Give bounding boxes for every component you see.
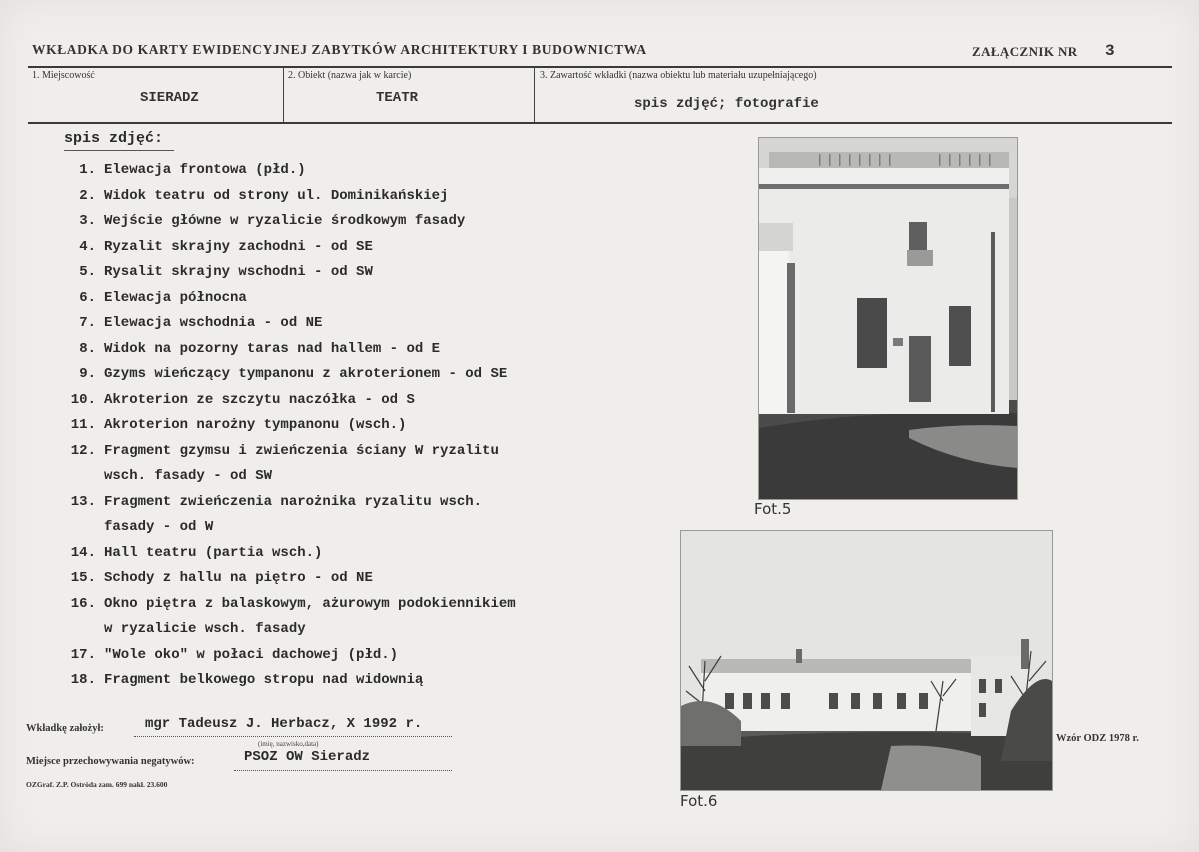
photo-list-item-text: w ryzalicie wsch. fasady: [104, 621, 306, 637]
storage-value: PSOZ OW Sieradz: [244, 749, 371, 765]
storage-line: [234, 770, 452, 771]
photo-list-item-number: 6.: [79, 289, 96, 306]
photo-5-image: [759, 138, 1017, 499]
photo-list-item-number: 16.: [70, 595, 96, 612]
photo-list-item-text: wsch. fasady - od SW: [104, 468, 273, 484]
photo-list-item: [52, 413, 612, 439]
photo-list-item-number: 18.: [70, 672, 96, 688]
field-divider-1: [283, 67, 284, 123]
photo-list-item-text: Akroterion ze szczytu naczółka - od S: [104, 391, 415, 408]
photo-list-item-text: Rysalit skrajny wschodni - od SW: [104, 264, 373, 280]
photo-list-item-number: 14.: [70, 544, 96, 561]
photo-list-item-text: fasady - od W: [104, 519, 214, 535]
photo-list-item-text: Schody z hallu na piętro - od NE: [104, 570, 373, 586]
photo-list-item: [52, 515, 612, 541]
photo-list-item-text: Okno piętra z balaskowym, ażurowym podokiennikiem: [104, 595, 516, 612]
storage-label: Miejsce przechowywania negatywów:: [26, 756, 195, 767]
photo-list-item-text: "Wole oko" w połaci dachowej (płd.): [104, 646, 399, 663]
photo-list-item-text: Widok teatru od strony ul. Dominikańskiej: [104, 187, 449, 204]
photo-list-item: [52, 643, 612, 669]
photo-list-item-number: 11.: [70, 417, 96, 433]
photo-list-item-number: 10.: [70, 391, 96, 408]
photo-list-item-number: 1.: [79, 162, 96, 178]
photo-6-caption: Fot.6: [680, 792, 718, 810]
photo-list-item: [52, 592, 612, 618]
photo-list-item-text: Elewacja wschodnia - od NE: [104, 315, 323, 331]
photo-6-image: [681, 531, 1052, 790]
photo-list-item-text: Elewacja frontowa (płd.): [104, 162, 306, 178]
photo-list-item: [52, 439, 612, 465]
annex-number: 3: [1105, 42, 1115, 60]
photo-list-item-number: [52, 515, 104, 541]
photo-5-caption: Fot.5: [754, 500, 792, 518]
photo-list-item-number: 13.: [70, 493, 96, 510]
photo-list-item: [52, 184, 612, 210]
photo-list-item: [52, 490, 612, 516]
created-by-hint: (imię, nazwisko,data): [258, 740, 319, 748]
field-divider-2: [534, 67, 535, 123]
locality-label: 1. Miejscowość: [32, 70, 95, 81]
photo-list-item-number: 5.: [79, 264, 96, 280]
photo-list-item: [52, 337, 612, 363]
photo-list-item-number: 7.: [79, 315, 96, 331]
photo-list-item-text: Fragment belkowego stropu nad widownią: [104, 672, 424, 688]
photo-list-item-text: Fragment zwieńczenia narożnika ryzalitu wsch.: [104, 493, 483, 510]
photo-list-title: spis zdjęć:: [64, 130, 164, 147]
photo-list-item: [52, 311, 612, 337]
photo-list-item-number: 3.: [79, 213, 96, 229]
photo-list-item: [52, 566, 612, 592]
photo-list-item-text: Fragment gzymsu i zwieńczenia ściany W ryzalitu: [104, 442, 499, 459]
object-label: 2. Obiekt (nazwa jak w karcie): [288, 70, 412, 81]
photo-list-item: [52, 541, 612, 567]
photo-list-item-number: 2.: [79, 187, 96, 204]
object-value: TEATR: [376, 90, 419, 106]
photo-list-item-number: 12.: [70, 442, 96, 459]
photo-list-item-text: Wejście główne w ryzalicie środkowym fasady: [104, 213, 466, 229]
photo-6: [680, 530, 1053, 791]
created-by-line: [134, 736, 452, 737]
created-by-label: Wkładkę założył:: [26, 723, 104, 734]
photo-list-title-underline: [64, 150, 174, 151]
photo-list-item-text: Akroterion narożny tympanonu (wsch.): [104, 417, 407, 433]
photo-5: [758, 137, 1018, 500]
photo-list-item-text: Ryzalit skrajny zachodni - od SE: [104, 238, 373, 255]
annex-label: ZAŁĄCZNIK NR: [972, 44, 1078, 59]
form-title: WKŁADKA DO KARTY EWIDENCYJNEJ ZABYTKÓW ARCHITEKTURY I BUDOWNICTWA: [32, 42, 647, 57]
photo-list-item: [52, 235, 612, 261]
photo-list-item-text: Elewacja północna: [104, 289, 247, 306]
contents-label: 3. Zawartość wkładki (nazwa obiektu lub materiału uzupełniającego): [540, 70, 817, 81]
photo-list-item: [52, 286, 612, 312]
photo-list-item: [52, 209, 612, 235]
photo-list-item-text: Hall teatru (partia wsch.): [104, 544, 323, 561]
photo-list-item-number: 9.: [79, 366, 96, 382]
photo-list-item-number: [52, 464, 104, 490]
photo-list-item-text: Gzyms wieńczący tympanonu z akroterionem - od SE: [104, 366, 508, 382]
created-by-value: mgr Tadeusz J. Herbacz, X 1992 r.: [145, 716, 423, 732]
photo-list-item-text: Widok na pozorny taras nad hallem - od E: [104, 340, 441, 357]
fields-rule: [28, 122, 1172, 124]
photo-list-item-number: 8.: [79, 340, 96, 357]
photo-list-item: [52, 464, 612, 490]
photo-list-item: [52, 668, 612, 694]
print-info: OZGraf. Z.P. Ostróda zam. 699 nakł. 23.600: [26, 780, 168, 789]
photo-list-item-number: 4.: [79, 238, 96, 255]
header-rule: [28, 66, 1172, 68]
template-info: Wzór ODZ 1978 r.: [1056, 733, 1139, 744]
contents-value: spis zdjęć; fotografie: [634, 96, 819, 112]
photo-list: [52, 158, 612, 694]
photo-list-item: [52, 158, 612, 184]
photo-list-item-number: [52, 617, 104, 643]
photo-list-item: [52, 362, 612, 388]
photo-list-item: [52, 260, 612, 286]
locality-value: SIERADZ: [140, 90, 199, 106]
photo-list-item-number: 17.: [70, 646, 96, 663]
photo-list-item: [52, 388, 612, 414]
photo-list-item: [52, 617, 612, 643]
photo-list-item-number: 15.: [70, 570, 96, 586]
